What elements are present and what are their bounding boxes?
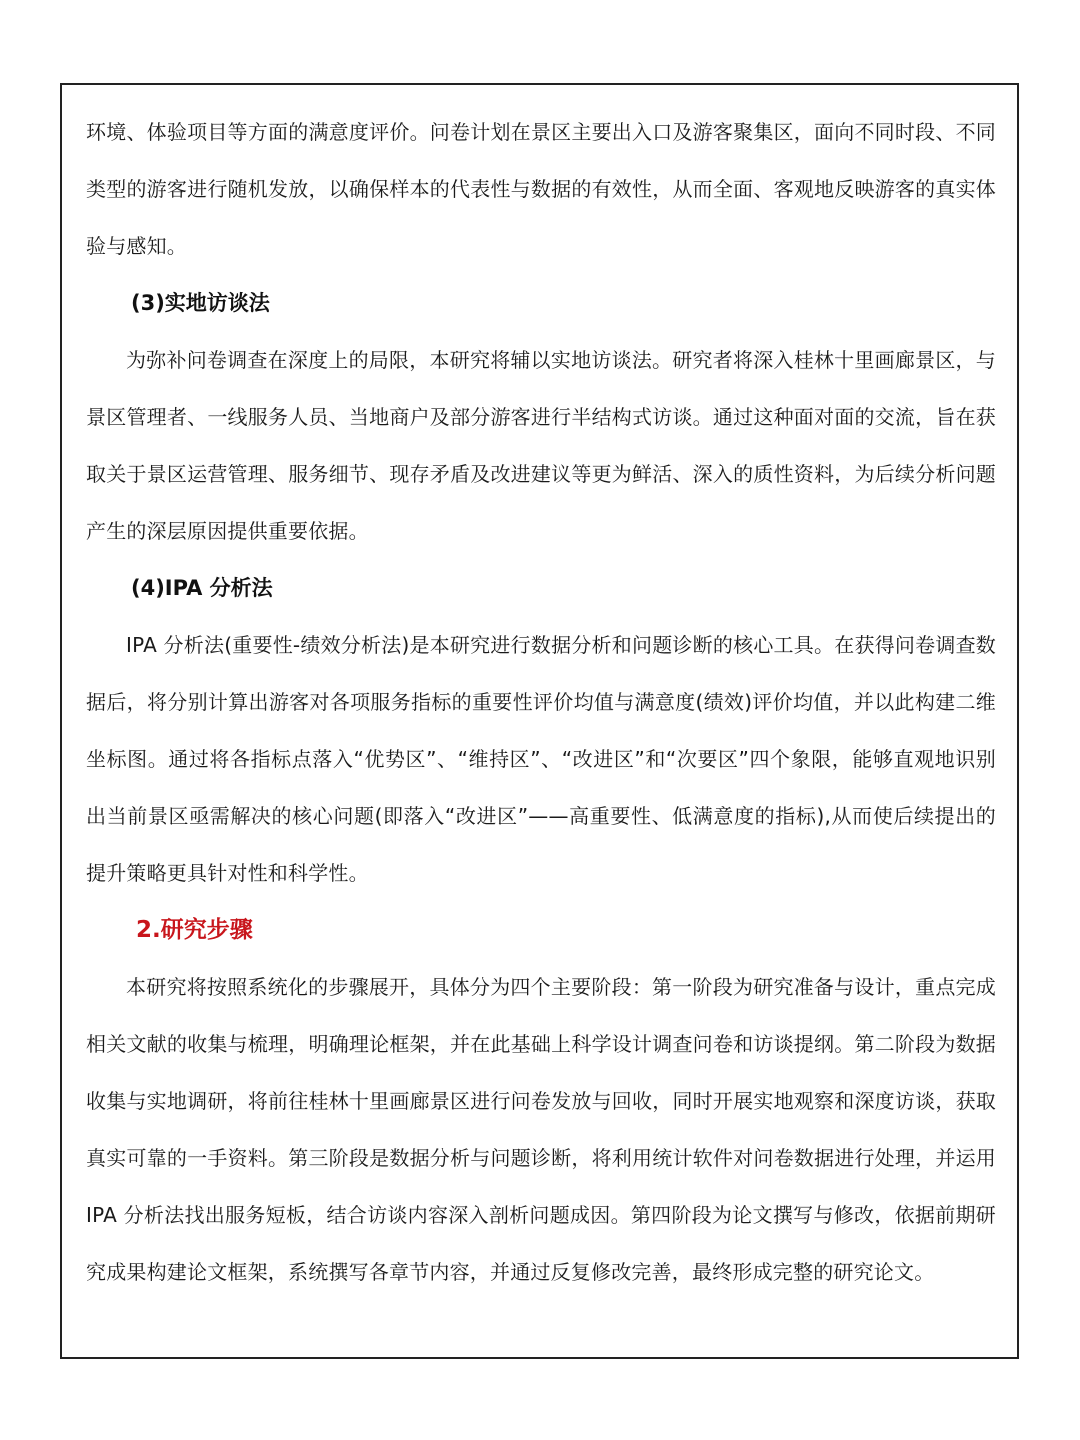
heading-field-interview: (3)实地访谈法 [131, 291, 270, 315]
paragraph-research-steps: 本研究将按照系统化的步骤展开，具体分为四个主要阶段：第一阶段为研究准备与设计，重点完成相关文献的收集与梳理，明确理论框架，并在此基础上科学设计调查问卷和访谈提纲。第二阶段为数据收集与实地调研，将前往桂林十里画廊景区进行问卷发放与回收，同时开展实地观察和深度访谈，获取真实可靠的一手资料。第三阶段是数据分析与问题诊断，将利用统计软件对问卷数据进行处理，并运用 IPA 分析法找出服务短板，结合访谈内容深入剖析问题成因。第四阶段为论文撰写与修改，依据前期研究成果构建论文框架，系统撰写各章节内容，并通过反复修改完善，最终形成完整的研究论文。 [86, 975, 996, 1284]
section-title-research-steps: 2.研究步骤 [136, 917, 253, 943]
paragraph-field-interview: 为弥补问卷调查在深度上的局限，本研究将辅以实地访谈法。研究者将深入桂林十里画廊景区，与景区管理者、一线服务人员、当地商户及部分游客进行半结构式访谈。通过这种面对面的交流，旨在获取关于景区运营管理、服务细节、现存矛盾及改进建议等更为鲜活、深入的质性资料，为后续分析问题产生的深层原因提供重要依据。 [86, 348, 996, 543]
paragraph-questionnaire-continued: 环境、体验项目等方面的满意度评价。问卷计划在景区主要出入口及游客聚集区，面向不同时段、不同类型的游客进行随机发放，以确保样本的代表性与数据的有效性，从而全面、客观地反映游客的真实体验与感知。 [86, 120, 996, 258]
heading-ipa-analysis: (4)IPA 分析法 [131, 576, 273, 600]
document-body [86, 104, 996, 1301]
paragraph-ipa-analysis: IPA 分析法(重要性-绩效分析法)是本研究进行数据分析和问题诊断的核心工具。在获得问卷调查数据后，将分别计算出游客对各项服务指标的重要性评价均值与满意度(绩效)评价均值，并以此构建二维坐标图。通过将各指标点落入“优势区”、“维持区”、“改进区”和“次要区”四个象限，能够直观地识别出当前景区亟需解决的核心问题(即落入“改进区”——高重要性、低满意度的指标),从而使后续提出的提升策略更具针对性和科学性。 [86, 633, 996, 885]
